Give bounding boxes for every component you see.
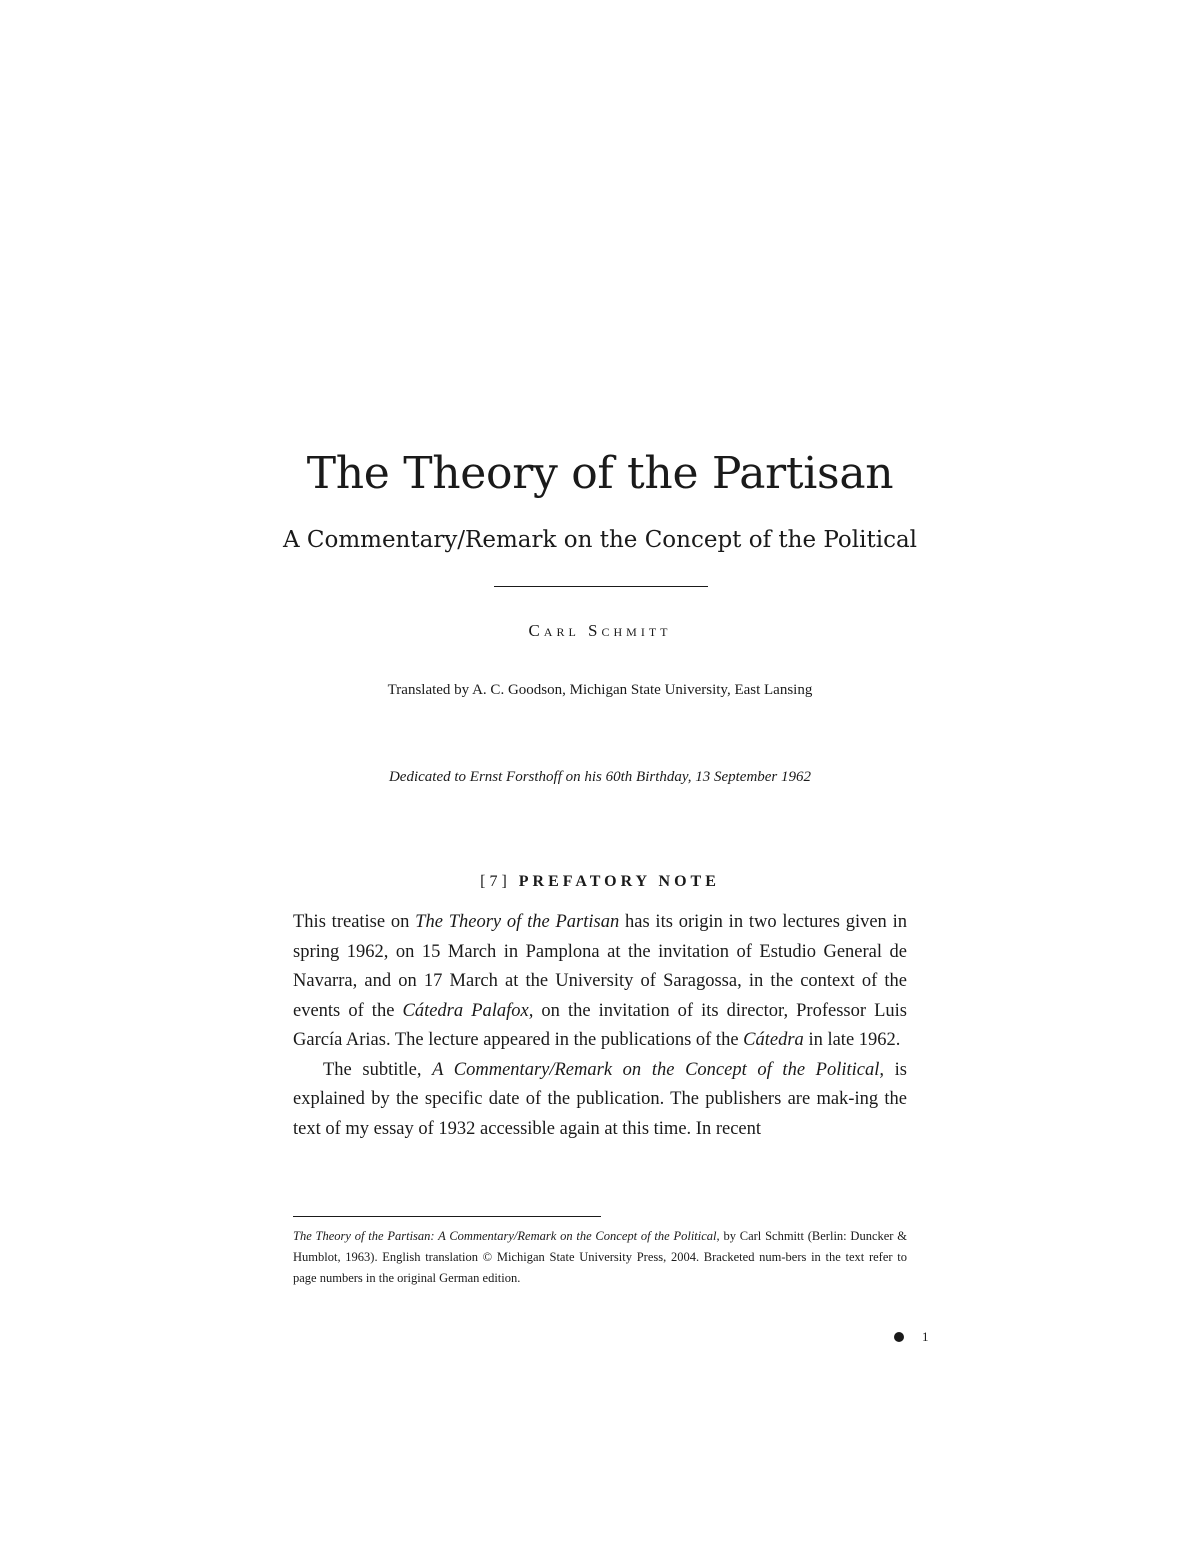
paragraph-1-text-g: in late 1962. bbox=[803, 1030, 901, 1050]
dedication: Dedicated to Ernst Forsthoff on his 60th Birthday, 13 September 1962 bbox=[388, 769, 812, 785]
author-name: Carl Schmitt bbox=[528, 621, 672, 640]
footnote bbox=[293, 1226, 907, 1289]
footnote-text: by Carl Schmitt (Berlin: Duncker & Humblot, 1963). English translation © Michigan State University Press, 2004. Bracketed num-bers in the text refer to page numbers in the original German edition. bbox=[293, 1229, 907, 1285]
paragraph-2-text-a: The subtitle, bbox=[323, 1059, 433, 1080]
page-number: 1 bbox=[922, 1329, 929, 1344]
footnote-divider bbox=[293, 1216, 601, 1217]
paragraph-2-italic-subtitle: A Commentary/Remark on the Concept of the Political, bbox=[432, 1059, 885, 1080]
paragraph-1-text-a: This treatise on bbox=[293, 912, 416, 932]
paragraph-1-text-e: on the invitation of its director, Professor Luis García Arias. The lecture appeared in the publications of the bbox=[293, 1000, 907, 1050]
title-divider bbox=[494, 586, 708, 587]
page-title: The Theory of the Partisan bbox=[306, 448, 894, 499]
paragraph-1-italic-title: The Theory of the Partisan bbox=[415, 912, 620, 932]
translator-credit: Translated by A. C. Goodson, Michigan State University, East Lansing bbox=[387, 682, 813, 698]
paragraph-1-italic-catedra: Cátedra bbox=[743, 1030, 804, 1050]
body-text bbox=[293, 908, 907, 1144]
paragraph-1 bbox=[293, 908, 907, 1056]
page-subtitle: A Commentary/Remark on the Concept of the Political bbox=[282, 527, 918, 553]
paragraph-2-text-c: is explained by the specific date of the publication. The publishers are mak-ing the text of my essay of 1932 accessible again at this time. In recent bbox=[293, 1059, 908, 1139]
page-footer bbox=[880, 1328, 940, 1348]
original-page-marker: [7] bbox=[480, 873, 511, 890]
paragraph-2 bbox=[293, 1056, 907, 1145]
bullet-icon bbox=[894, 1332, 904, 1342]
paragraph-1-text-c: has its origin in two lectures given in spring 1962, on 15 March in Pamplona at the invitation of Estudio General de Navarra, and on 17 March at the University of Saragossa, in the context of the events of the bbox=[293, 912, 907, 1021]
section-heading bbox=[0, 871, 1200, 893]
footnote-italic-title: The Theory of the Partisan: A Commentary/Remark on the Concept of the Political, bbox=[293, 1229, 720, 1243]
section-heading-label: PREFATORY NOTE bbox=[518, 873, 720, 890]
paragraph-1-italic-catedra-palafox: Cátedra Palafox, bbox=[402, 1000, 534, 1021]
